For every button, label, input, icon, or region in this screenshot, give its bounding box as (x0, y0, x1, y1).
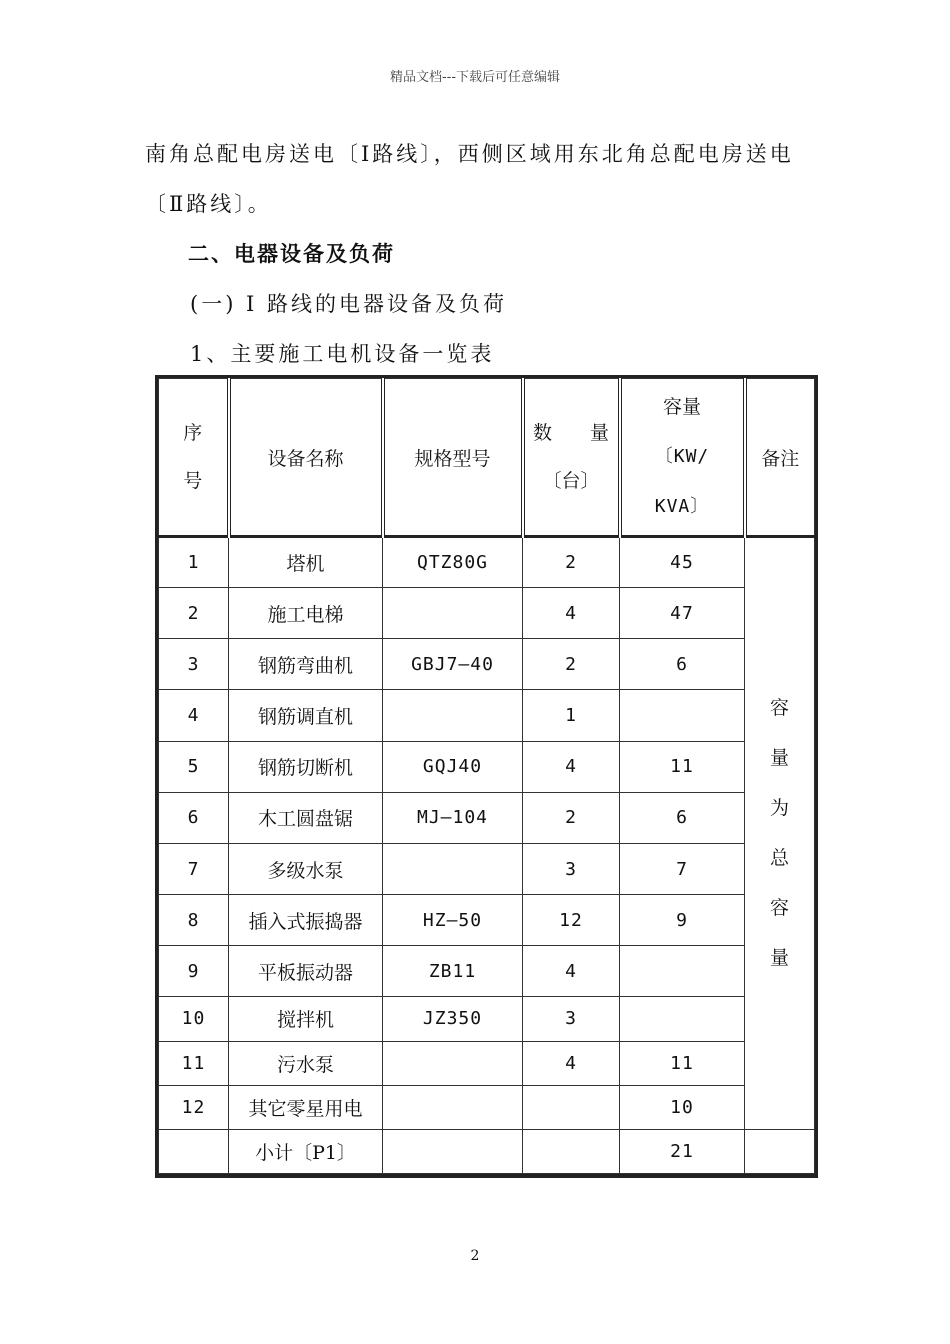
subtotal-row (159, 1129, 815, 1173)
cell-capacity: 21 (620, 1129, 745, 1173)
header-qty-bottom: 〔台〕 (542, 470, 600, 492)
table-row (159, 843, 815, 894)
cell-qty (523, 1085, 620, 1129)
cell-model (383, 1129, 523, 1173)
cell-capacity: 11 (620, 1041, 745, 1085)
cell-capacity (620, 690, 745, 741)
cell-seq: 4 (159, 690, 229, 741)
cell-name: 搅拌机 (229, 997, 383, 1041)
table-row (159, 946, 815, 997)
cell-name: 多级水泵 (229, 843, 383, 894)
cell-name: 施工电梯 (229, 588, 383, 639)
cell-capacity (620, 946, 745, 997)
cell-seq: 1 (159, 537, 229, 588)
cell-seq: 6 (159, 792, 229, 843)
header-cap-line-2: 〔KW/ (654, 446, 710, 467)
cell-remark (745, 1129, 815, 1173)
cell-name: 钢筋弯曲机 (229, 639, 383, 690)
cell-model (383, 690, 523, 741)
cell-name: 污水泵 (229, 1041, 383, 1085)
cell-model (383, 1085, 523, 1129)
cell-seq: 7 (159, 843, 229, 894)
header-cap-line-1: 容量 (662, 396, 701, 418)
cell-name: 塔机 (229, 537, 383, 588)
cell-qty: 2 (523, 537, 620, 588)
cell-seq: 12 (159, 1085, 229, 1129)
cell-qty: 4 (523, 588, 620, 639)
cell-capacity: 11 (620, 741, 745, 792)
remark-char: 容 (769, 897, 789, 920)
header-model: 规格型号 (383, 379, 523, 537)
table-row (159, 588, 815, 639)
cell-model: ZB11 (383, 946, 523, 997)
cell-seq: 9 (159, 946, 229, 997)
cell-qty: 2 (523, 792, 620, 843)
paragraph-line-2: 〔Ⅱ路线〕。 (145, 192, 272, 216)
header-capacity (620, 379, 745, 537)
remark-char: 总 (769, 847, 789, 870)
cell-remark-merged (745, 537, 815, 1130)
cell-capacity: 6 (620, 639, 745, 690)
cell-model: GBJ7—40 (383, 639, 523, 690)
cell-capacity: 9 (620, 895, 745, 946)
cell-capacity (620, 997, 745, 1041)
table-row (159, 1041, 815, 1085)
cell-name: 小计〔P1〕 (229, 1129, 383, 1173)
cell-name: 钢筋切断机 (229, 741, 383, 792)
cell-seq: 11 (159, 1041, 229, 1085)
cell-capacity: 45 (620, 537, 745, 588)
cell-qty: 12 (523, 895, 620, 946)
cell-qty: 4 (523, 946, 620, 997)
cell-name: 钢筋调直机 (229, 690, 383, 741)
cell-seq (159, 1129, 229, 1173)
cell-name: 平板振动器 (229, 946, 383, 997)
table-row (159, 741, 815, 792)
cell-seq: 5 (159, 741, 229, 792)
cell-qty: 2 (523, 639, 620, 690)
cell-name: 插入式振捣器 (229, 895, 383, 946)
table-row (159, 690, 815, 741)
cell-qty: 1 (523, 690, 620, 741)
paragraph-line-1: 南角总配电房送电〔Ⅰ路线〕，西侧区域用东北角总配电房送电 (145, 142, 794, 166)
cell-qty: 4 (523, 1041, 620, 1085)
header-seq-char-2: 号 (183, 470, 203, 492)
table-row (159, 792, 815, 843)
cell-model: GQJ40 (383, 741, 523, 792)
cell-name: 木工圆盘锯 (229, 792, 383, 843)
cell-seq: 8 (159, 895, 229, 946)
cell-capacity: 6 (620, 792, 745, 843)
cell-model (383, 1041, 523, 1085)
section-heading: 二、电器设备及负荷 (188, 242, 395, 266)
remark-char: 量 (769, 947, 789, 970)
cell-model: QTZ80G (383, 537, 523, 588)
cell-capacity: 10 (620, 1085, 745, 1129)
table-header-row (159, 379, 815, 537)
table-row (159, 997, 815, 1041)
cell-capacity: 7 (620, 843, 745, 894)
cell-model: MJ—104 (383, 792, 523, 843)
equipment-table (155, 375, 818, 1178)
cell-qty: 3 (523, 843, 620, 894)
cell-model: JZ350 (383, 997, 523, 1041)
remark-char: 量 (769, 747, 789, 770)
header-seq-char-1: 序 (183, 422, 203, 444)
remark-char: 容 (769, 697, 789, 720)
cell-model (383, 843, 523, 894)
table-row (159, 639, 815, 690)
table-row (159, 1085, 815, 1129)
subsection-heading: (一) Ⅰ 路线的电器设备及负荷 (190, 292, 508, 316)
page-header: 精品文档---下载后可任意编辑 (389, 70, 561, 85)
table-title: 1、主要施工电机设备一览表 (190, 342, 495, 366)
cell-seq: 10 (159, 997, 229, 1041)
cell-seq: 3 (159, 639, 229, 690)
header-qty (523, 379, 620, 537)
header-qty-top: 数 量 (532, 422, 609, 444)
cell-seq: 2 (159, 588, 229, 639)
table-row (159, 895, 815, 946)
header-remark: 备注 (745, 379, 815, 537)
cell-model: HZ—50 (383, 895, 523, 946)
header-cap-line-3: KVA〕 (654, 496, 710, 517)
cell-capacity: 47 (620, 588, 745, 639)
header-name: 设备名称 (229, 379, 383, 537)
cell-name: 其它零星用电 (229, 1085, 383, 1129)
cell-qty (523, 1129, 620, 1173)
page-number: 2 (470, 1248, 480, 1264)
cell-qty: 3 (523, 997, 620, 1041)
cell-qty: 4 (523, 741, 620, 792)
table-row (159, 537, 815, 588)
header-seq (159, 379, 229, 537)
remark-char: 为 (769, 797, 789, 820)
cell-model (383, 588, 523, 639)
